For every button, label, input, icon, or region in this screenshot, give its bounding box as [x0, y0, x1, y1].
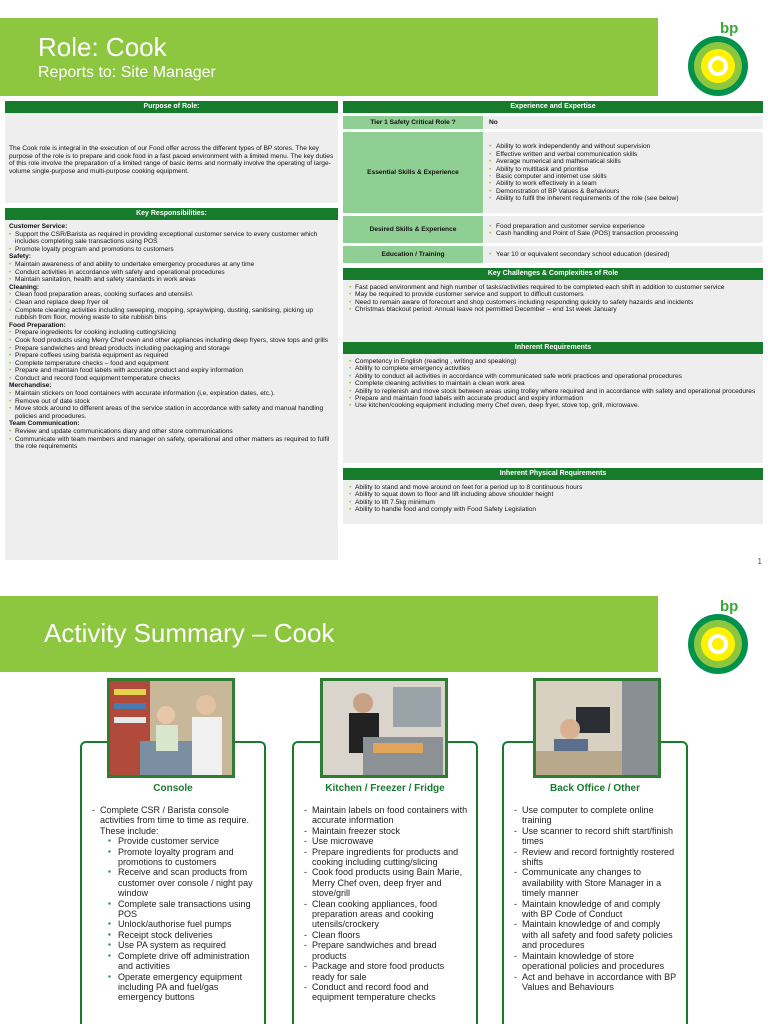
list-item: • Cook food products using Merry Chef oven and other appliances including deep fryers, stove tops and grills — [9, 337, 334, 345]
purpose-header: Purpose of Role: — [5, 101, 338, 113]
list-item: • Ability to work independently and without supervision — [489, 143, 757, 150]
activity-list — [302, 805, 468, 1003]
list-item: • Complete cleaning activities including sweeping, mopping, spray/wiping, dusting, sanitising, picking up rubbish from floor, moving waste to site rubbish bins — [9, 307, 334, 322]
left-column — [5, 101, 338, 560]
list-item: ▪ Complete sale transactions using POS — [108, 899, 256, 920]
list-item: • Ability to fulfil the inherent requirements of the role (see below) — [489, 195, 757, 202]
desired-list — [483, 215, 763, 245]
list-item: ▪ Unlock/authorise fuel pumps — [108, 919, 256, 929]
section-heading: Team Communication: — [9, 420, 80, 428]
page-number: 1 — [757, 557, 762, 566]
kitchen-photo — [320, 678, 448, 778]
list-item: • Promote loyalty program and promotions to customers — [9, 246, 334, 254]
list-item: - Clean cooking appliances, food preparation areas and cooking utensils/crockery — [302, 899, 468, 930]
list-item: • Ability to handle food and comply with Food Safety Legislation — [349, 506, 757, 513]
list-item: • Support the CSR/Barista as required in providing exceptional customer service to every customer which includes completing sale transactions using POS — [9, 231, 334, 246]
card-title: Back Office / Other — [549, 783, 641, 794]
reports-to: Reports to: Site Manager — [38, 64, 216, 81]
list-item: • Demonstration of BP Values & Behaviours — [489, 188, 757, 195]
list-item: • Ability to complete emergency activities — [349, 365, 757, 372]
list-item: - Maintain knowledge of store operational policies and procedures — [512, 951, 678, 972]
list-item: - Use computer to complete online training — [512, 805, 678, 826]
list-item: • Conduct and record food equipment temperature checks — [9, 375, 334, 383]
list-item: • Effective written and verbal communication skills — [489, 151, 757, 158]
list-item: • Ability to stand and move around on feet for a period up to 8 continuous hours — [349, 484, 757, 491]
console-photo — [107, 678, 235, 778]
card-list — [90, 805, 256, 1003]
essential-list — [483, 131, 763, 215]
list-item: • Complete temperature checks – food and equipment — [9, 360, 334, 368]
inherent-list — [343, 354, 763, 463]
tier1-label: Tier 1 Safety Critical Role ? — [343, 115, 483, 131]
table-row — [343, 215, 763, 245]
list-item: • Review and update communications diary and other store communications — [9, 428, 334, 436]
experience-header: Experience and Expertise — [343, 101, 763, 113]
card-title: Console — [153, 783, 193, 794]
section-heading: Safety: — [9, 253, 31, 261]
section-heading: Food Preparation: — [9, 321, 66, 329]
list-item: • Average numerical and mathematical skills — [489, 158, 757, 165]
section-heading: Merchandise: — [9, 382, 52, 390]
list-item: ▪ Promote loyalty program and promotions to customers — [108, 847, 256, 868]
list-item: • Ability to replenish and move stock between areas using trolley where required and in accordance with safety and operational procedures — [349, 388, 757, 395]
card-list — [302, 805, 468, 1003]
list-item: • Prepare and maintain food labels with accurate product and expiry information — [9, 367, 334, 375]
list-item: • Prepare and maintain food labels with accurate product and expiry information — [349, 395, 757, 402]
responsibilities-list — [5, 220, 338, 560]
sub-list — [100, 836, 256, 1003]
list-item: • Fast paced environment and high number of tasks/activities required to be completed each shift in addition to customer service — [349, 284, 757, 291]
list-item: - Conduct and record food and equipment temperature checks — [302, 982, 468, 1003]
list-item: • Basic computer and internet use skills — [489, 173, 757, 180]
card-list — [512, 805, 678, 992]
physical-header: Inherent Physical Requirements — [343, 468, 763, 480]
list-item: • Communicate with team members and manager on safety, operational and other matters as required to fulfil the role requirements — [9, 436, 334, 451]
section-list — [9, 231, 334, 254]
activity-list — [90, 805, 256, 1003]
list-item: ▪ Use PA system as required — [108, 940, 256, 950]
list-item: • Maintain awareness of and ability to undertake emergency procedures at any time — [9, 261, 334, 269]
list-item: • Prepare coffees using barista equipment as required — [9, 352, 334, 360]
list-item: - Review and record fortnightly rostered shifts — [512, 847, 678, 868]
list-item: - Clean floors — [302, 930, 468, 940]
list-item: • Maintain stickers on food containers with accurate information (i,e, expiration dates, etc.). — [9, 390, 334, 398]
section-heading: Cleaning: — [9, 283, 40, 291]
section-heading: Customer Service: — [9, 223, 68, 230]
section-list — [9, 390, 334, 420]
list-item: - Use microwave — [302, 836, 468, 846]
responsibilities-header: Key Responsibilities: — [5, 208, 338, 220]
purpose-text: The Cook role is integral in the execution of our Food offer across the different types of BP stores. The key purpose of the role is to prepare and cook food in a fast paced environment with a limited menu. The key duties of this role involve the preparation of a limited range of basic items and normally involve the operating of large-volume single-purpose and multi-purpose cooking equipment. — [5, 113, 338, 203]
list-item: • Conduct activities in accordance with safety and operational procedures — [9, 269, 334, 277]
list-item: • May be required to provide customer service and support to difficult customers — [349, 291, 757, 298]
bp-logo-icon: bp — [684, 18, 754, 98]
list-item: - Communicate any changes to availability with Store Manager in a timely manner — [512, 867, 678, 898]
list-item: - Maintain freezer stock — [302, 826, 468, 836]
activity-title-banner — [0, 596, 658, 672]
list-item: - Prepare ingredients for products and cooking including cutting/slicing — [302, 847, 468, 868]
tier1-value: No — [483, 115, 763, 131]
list-item: - Act and behave in accordance with BP Values and Behaviours — [512, 972, 678, 993]
list-item: - Cook food products using Bain Marie, Merry Chef oven, deep fryer and stove/grill — [302, 867, 468, 898]
activity-list — [512, 805, 678, 992]
list-item: • Prepare ingredients for cooking including cutting/slicing — [9, 329, 334, 337]
list-item: ▪ Receipt stock deliveries — [108, 930, 256, 940]
challenges-header: Key Challenges & Complexities of Role — [343, 268, 763, 280]
list-item: • Competency in English (reading , writing and speaking) — [349, 358, 757, 365]
title-banner — [0, 18, 658, 96]
list-item: • Use kitchen/cooking equipment including merry Chef oven, deep fryer, stove top, grill, microwave. — [349, 402, 757, 409]
list-item: • Need to remain aware of forecourt and shop customers including responding quickly to safety hazards and incidents — [349, 299, 757, 306]
right-column — [343, 101, 763, 524]
list-item: • Clean food preparation areas, cooking surfaces and utensils\ — [9, 291, 334, 299]
list-item: • Ability to squat down to floor and lift including above shoulder height — [349, 491, 757, 498]
list-item: • Move stock around to different areas of the service station in accordance with safety and manual handling policies and procedures. — [9, 405, 334, 420]
list-item: - Maintain knowledge of and comply with BP Code of Conduct — [512, 899, 678, 920]
list-item: • Ability to conduct all activities in accordance with communicated safe work practices and operational procedures — [349, 373, 757, 380]
table-row — [343, 115, 763, 131]
list-item: - Maintain knowledge of and comply with all safety and food safety policies and procedures — [512, 919, 678, 950]
list-item: - Package and store food products ready for sale — [302, 961, 468, 982]
essential-label: Essential Skills & Experience — [343, 131, 483, 215]
education-list — [483, 245, 763, 263]
list-item: ▪ Complete drive off administration and activities — [108, 951, 256, 972]
list-item: • Remove out of date stock — [9, 398, 334, 406]
table-row — [343, 245, 763, 263]
list-item: ▪ Operate emergency equipment including PA and fuel/gas emergency buttons — [108, 972, 256, 1003]
card-title: Kitchen / Freezer / Fridge — [325, 783, 445, 794]
list-item: • Year 10 or equivalent secondary school education (desired) — [489, 251, 757, 258]
inherent-header: Inherent Requirements — [343, 342, 763, 354]
list-item: - Use scanner to record shift start/finish times — [512, 826, 678, 847]
list-item: - Prepare sandwiches and bread products — [302, 940, 468, 961]
bp-logo-icon: bp — [684, 596, 754, 676]
list-item: • Maintain sanitation, health and safety standards in work areas — [9, 276, 334, 284]
section-list — [9, 261, 334, 284]
list-item: - Complete CSR / Barista console activities from time to time as require. These include: ▪ Provide customer service ▪ Promote loyalty program and promotions to customers ▪ Receive and scan products from customer over console / night pay window ▪ Complete sale transactions using POS ▪ Unlock/authorise fuel pumps ▪ Receipt stock deliveries ▪ Use PA system as required ▪ Complete drive off administration and activities ▪ Operate emergency equipment including PA and fuel/gas emergency buttons — [90, 805, 256, 1003]
console-card — [80, 741, 266, 1024]
list-item: • Prepare sandwiches and bread products including packaging and storage — [9, 345, 334, 353]
list-item: ▪ Provide customer service — [108, 836, 256, 846]
list-item: • Complete cleaning activities to maintain a clean work area — [349, 380, 757, 387]
kitchen-card — [292, 741, 478, 1024]
table-row — [343, 131, 763, 215]
office-photo — [533, 678, 661, 778]
list-item: • Ability to work effectively in a team — [489, 180, 757, 187]
list-item: • Ability to lift 7.5kg minimum — [349, 499, 757, 506]
list-item: • Food preparation and customer service experience — [489, 223, 757, 230]
list-item: • Christmas blackout period: Annual leave not permitted December – end 1st week January — [349, 306, 757, 313]
activity-title: Activity Summary – Cook — [44, 618, 335, 648]
physical-list — [343, 480, 763, 524]
section-list — [9, 291, 334, 321]
back-office-card — [502, 741, 688, 1024]
list-item: • Cash handling and Point of Sale (POS) transaction processing — [489, 230, 757, 237]
list-item: • Ability to multitask and prioritise — [489, 166, 757, 173]
desired-label: Desired Skills & Experience — [343, 215, 483, 245]
list-item: ▪ Receive and scan products from customer over console / night pay window — [108, 867, 256, 898]
section-list — [9, 428, 334, 451]
experience-table — [343, 113, 763, 263]
education-label: Education / Training — [343, 245, 483, 263]
challenges-list — [343, 280, 763, 342]
section-list — [9, 329, 334, 382]
list-item: • Clean and replace deep fryer oil — [9, 299, 334, 307]
list-item: - Maintain labels on food containers with accurate information — [302, 805, 468, 826]
page-title: Role: Cook — [38, 32, 167, 62]
